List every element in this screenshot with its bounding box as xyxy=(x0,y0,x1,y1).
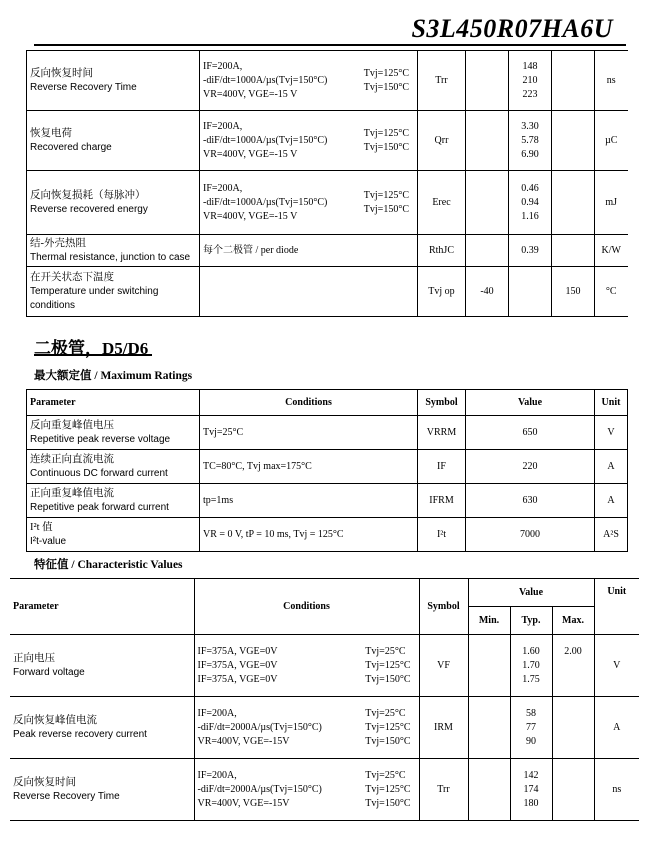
table-row xyxy=(27,267,628,317)
char-header-value: Value xyxy=(468,579,594,607)
param-cn: 反向恢复峰值电流 xyxy=(13,714,97,726)
typ-cell xyxy=(509,235,552,267)
min-cell xyxy=(466,235,509,267)
min-cell xyxy=(468,697,510,759)
param-en: Reverse Recovery Time xyxy=(30,81,137,93)
temperature-line: Tvj=150°C xyxy=(363,203,409,215)
symbol-cell: I²t xyxy=(418,518,466,552)
symbol-cell: IFRM xyxy=(418,484,466,518)
typ-line: 1.60 xyxy=(522,645,540,657)
char-header-unit: Unit xyxy=(594,579,639,635)
temperature-line: Tvj=125°C xyxy=(365,659,411,671)
param-cn: 反向恢复时间 xyxy=(13,776,76,788)
param-en: Repetitive peak reverse voltage xyxy=(30,433,171,445)
header-value: Value xyxy=(466,390,595,416)
symbol-cell: Tvj op xyxy=(418,267,466,317)
condition-line: -diF/dt=2000A/µs(Tvj=150°C) xyxy=(197,721,322,733)
param-cn: 反向恢复时间 xyxy=(30,67,93,79)
typ-line: 6.90 xyxy=(521,148,539,160)
temperature-line: Tvj=150°C xyxy=(365,673,411,685)
condition-line: VR=400V, VGE=-15V xyxy=(197,735,290,747)
table-row xyxy=(27,111,628,171)
table-row xyxy=(10,635,639,697)
header-unit: Unit xyxy=(595,390,628,416)
part-number-title: S3L450R07HA6U xyxy=(411,14,613,43)
temperature-lines xyxy=(365,645,410,687)
unit-cell: ns xyxy=(594,759,639,821)
condition-line: VR=400V, VGE=-15 V xyxy=(203,88,298,100)
temperature-line: Tvj=150°C xyxy=(363,141,409,153)
typ-line: 1.16 xyxy=(521,210,539,222)
char-header-max: Max. xyxy=(552,607,594,635)
conditions-cell: VR = 0 V, tP = 10 ms, Tvj = 125°C xyxy=(200,518,418,552)
param-cn: 反向重复峰值电压 xyxy=(30,419,114,431)
parameter-cell xyxy=(27,450,200,484)
characteristic-values-table xyxy=(10,578,639,821)
conditions-cell: tp=1ms xyxy=(200,484,418,518)
typ-line: 1.70 xyxy=(522,659,540,671)
typ-line: 210 xyxy=(522,74,538,86)
param-cn: 结-外壳热阻 xyxy=(30,237,86,249)
condition-line: 每个二极管 / per diode xyxy=(203,244,299,256)
conditions-cell: Tvj=25°C xyxy=(200,416,418,450)
typ-cell xyxy=(510,759,552,821)
typ-line: 58 xyxy=(526,707,536,719)
table-row xyxy=(27,450,628,484)
min-cell xyxy=(468,635,510,697)
unit-cell: ns xyxy=(595,51,628,111)
parameter-cell xyxy=(27,484,200,518)
typ-line: 5.78 xyxy=(521,134,539,146)
parameter-cell xyxy=(27,267,200,317)
value-cell: 650 xyxy=(466,416,595,450)
unit-cell: A xyxy=(594,697,639,759)
condition-line: IF=375A, VGE=0V xyxy=(197,645,278,657)
unit-cell: mJ xyxy=(595,171,628,235)
unit-cell: V xyxy=(594,635,639,697)
symbol-cell: Qrr xyxy=(418,111,466,171)
param-en: Recovered charge xyxy=(30,141,112,153)
typ-line: 174 xyxy=(523,783,539,795)
temperature-line: Tvj=125°C xyxy=(365,783,411,795)
parameter-cell xyxy=(10,635,194,697)
param-cn: 连续正向直流电流 xyxy=(30,453,114,465)
typ-line: 3.30 xyxy=(521,120,539,132)
characteristic-values-title: 特征值 / Characteristic Values xyxy=(34,559,183,571)
char-header-parameter: Parameter xyxy=(10,579,194,635)
condition-line: IF=200A, xyxy=(197,769,237,781)
condition-line: IF=375A, VGE=0V xyxy=(197,659,278,671)
unit-cell: °C xyxy=(595,267,628,317)
temperature-lines xyxy=(364,127,409,155)
unit-cell: A xyxy=(595,450,628,484)
condition-line: IF=200A, xyxy=(203,182,243,194)
char-header-min: Min. xyxy=(468,607,510,635)
header-parameter: Parameter xyxy=(27,390,200,416)
param-cn: 正向重复峰值电流 xyxy=(30,487,114,499)
symbol-cell: Trr xyxy=(418,51,466,111)
conditions-cell xyxy=(200,171,418,235)
param-en: Reverse recovered energy xyxy=(30,203,148,215)
diode-characteristics-continued-table xyxy=(26,50,628,317)
typ-line: 77 xyxy=(526,721,536,733)
param-en: Continuous DC forward current xyxy=(30,467,168,479)
char-header-symbol: Symbol xyxy=(419,579,468,635)
temperature-lines xyxy=(365,769,410,811)
condition-lines xyxy=(203,244,414,258)
max-cell xyxy=(552,111,595,171)
symbol-cell: VRRM xyxy=(418,416,466,450)
conditions-cell xyxy=(194,697,419,759)
condition-line: IF=200A, xyxy=(203,120,243,132)
typ-line: 1.75 xyxy=(522,673,540,685)
value-cell: 7000 xyxy=(466,518,595,552)
unit-cell: µC xyxy=(595,111,628,171)
min-cell xyxy=(468,759,510,821)
diode-section-title: 二极管，D5/D6 xyxy=(34,339,149,358)
param-en: Thermal resistance, junction to case xyxy=(30,251,191,263)
symbol-cell: IRM xyxy=(419,697,468,759)
condition-line: -diF/dt=2000A/µs(Tvj=150°C) xyxy=(197,783,322,795)
table-row xyxy=(27,235,628,267)
conditions-cell xyxy=(200,235,418,267)
temperature-line: Tvj=25°C xyxy=(365,769,406,781)
max-cell xyxy=(552,697,594,759)
parameter-cell xyxy=(27,416,200,450)
conditions-cell xyxy=(200,111,418,171)
char-header-conditions: Conditions xyxy=(194,579,419,635)
max-cell: 150 xyxy=(552,267,595,317)
temperature-line: Tvj=125°C xyxy=(363,127,409,139)
typ-cell xyxy=(509,171,552,235)
condition-line: -diF/dt=1000A/µs(Tvj=150°C) xyxy=(203,74,328,86)
table-row xyxy=(27,484,628,518)
condition-line: VR=400V, VGE=-15 V xyxy=(203,148,298,160)
unit-cell: V xyxy=(595,416,628,450)
table-row xyxy=(10,759,639,821)
temperature-lines xyxy=(364,67,409,95)
temperature-lines xyxy=(364,189,409,217)
condition-line: VR=400V, VGE=-15 V xyxy=(203,210,298,222)
typ-line: 223 xyxy=(522,88,538,100)
symbol-cell: Erec xyxy=(418,171,466,235)
typ-line: 142 xyxy=(523,769,539,781)
value-cell: 220 xyxy=(466,450,595,484)
typ-cell xyxy=(509,51,552,111)
temperature-lines xyxy=(365,707,410,749)
temperature-line: Tvj=150°C xyxy=(363,81,409,93)
table-row xyxy=(27,416,628,450)
unit-cell: K/W xyxy=(595,235,628,267)
unit-cell: A xyxy=(595,484,628,518)
typ-cell xyxy=(509,267,552,317)
unit-cell: A²S xyxy=(595,518,628,552)
parameter-cell xyxy=(27,51,200,111)
param-en: Peak reverse recovery current xyxy=(13,728,147,740)
param-cn: 反向恢复损耗（每脉冲） xyxy=(30,189,146,201)
typ-cell xyxy=(510,697,552,759)
char-header-typ: Typ. xyxy=(510,607,552,635)
typ-line: 180 xyxy=(523,797,539,809)
min-cell xyxy=(466,171,509,235)
param-en: I²t-value xyxy=(30,535,67,547)
symbol-cell: VF xyxy=(419,635,468,697)
max-ratings-title: 最大额定值 / Maximum Ratings xyxy=(34,370,193,382)
max-cell xyxy=(552,171,595,235)
typ-line: 90 xyxy=(526,735,536,747)
param-cn: I²t 值 xyxy=(30,521,53,533)
table-row xyxy=(10,697,639,759)
table-row xyxy=(27,518,628,552)
param-en: Reverse Recovery Time xyxy=(13,790,120,802)
parameter-cell xyxy=(27,235,200,267)
max-cell xyxy=(552,51,595,111)
temperature-line: Tvj=150°C xyxy=(365,797,411,809)
value-cell: 630 xyxy=(466,484,595,518)
parameter-cell xyxy=(27,518,200,552)
max-cell xyxy=(552,759,594,821)
param-en: Repetitive peak forward current xyxy=(30,501,169,513)
typ-cell xyxy=(509,111,552,171)
condition-line: IF=200A, xyxy=(197,707,237,719)
temperature-line: Tvj=125°C xyxy=(363,67,409,79)
condition-line: IF=200A, xyxy=(203,60,243,72)
conditions-cell xyxy=(200,51,418,111)
conditions-cell xyxy=(200,267,418,317)
symbol-cell: RthJC xyxy=(418,235,466,267)
parameter-cell xyxy=(10,697,194,759)
param-en: Temperature under switching conditions xyxy=(30,285,159,311)
header-symbol: Symbol xyxy=(418,390,466,416)
temperature-line: Tvj=25°C xyxy=(365,645,406,657)
symbol-cell: Trr xyxy=(419,759,468,821)
parameter-cell xyxy=(10,759,194,821)
param-cn: 在开关状态下温度 xyxy=(30,271,114,283)
condition-line: -diF/dt=1000A/µs(Tvj=150°C) xyxy=(203,196,328,208)
typ-line: 0.94 xyxy=(521,196,539,208)
temperature-line: Tvj=125°C xyxy=(363,189,409,201)
max-ratings-table xyxy=(26,389,628,552)
typ-line: 148 xyxy=(522,60,538,72)
param-cn: 恢复电荷 xyxy=(30,127,72,139)
param-en: Forward voltage xyxy=(13,666,85,678)
max-cell xyxy=(552,235,595,267)
conditions-cell xyxy=(194,759,419,821)
condition-line: -diF/dt=1000A/µs(Tvj=150°C) xyxy=(203,134,328,146)
temperature-line: Tvj=150°C xyxy=(365,735,411,747)
min-cell xyxy=(466,111,509,171)
table-row xyxy=(27,51,628,111)
parameter-cell xyxy=(27,111,200,171)
header-rule xyxy=(34,44,626,46)
conditions-cell xyxy=(194,635,419,697)
parameter-cell xyxy=(27,171,200,235)
typ-cell xyxy=(510,635,552,697)
param-cn: 正向电压 xyxy=(13,652,55,664)
header-conditions: Conditions xyxy=(200,390,418,416)
max-cell: 2.00 xyxy=(552,635,594,697)
min-cell: -40 xyxy=(466,267,509,317)
min-cell xyxy=(466,51,509,111)
temperature-line: Tvj=125°C xyxy=(365,721,411,733)
temperature-line: Tvj=25°C xyxy=(365,707,406,719)
table-row xyxy=(27,171,628,235)
typ-line: 0.39 xyxy=(521,244,539,256)
condition-line: IF=375A, VGE=0V xyxy=(197,673,278,685)
typ-line: 0.46 xyxy=(521,182,539,194)
symbol-cell: IF xyxy=(418,450,466,484)
conditions-cell: TC=80°C, Tvj max=175°C xyxy=(200,450,418,484)
condition-line: VR=400V, VGE=-15V xyxy=(197,797,290,809)
diode-section-underline xyxy=(34,354,152,356)
